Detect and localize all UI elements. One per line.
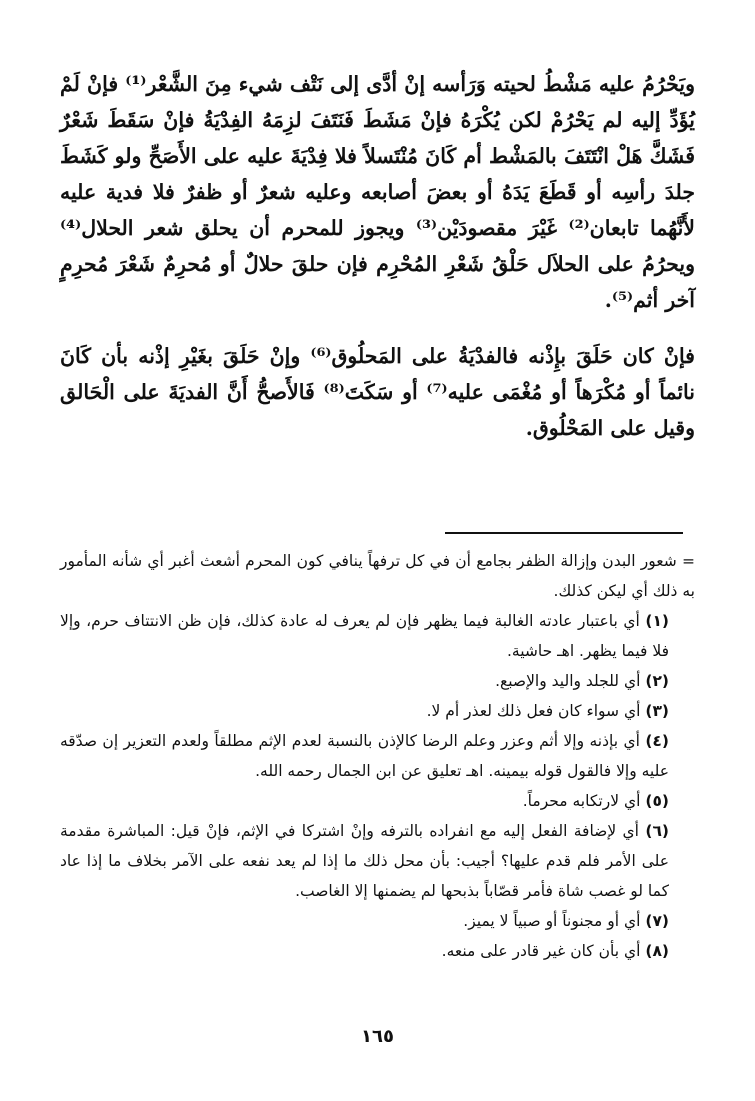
- footnote-number: (٨): [645, 942, 669, 960]
- footnote-4: [60, 726, 695, 786]
- main-paragraph-1: ويَحْرُمُ عليه مَشْطُ لحيته وَرَأسه إنْ أدَّى إلى نَتْف شيء مِنَ الشَّعْر⁽¹⁾ فإنْ لَمْ يُؤَدِّ إليه لم يَحْرُمْ لكن يُكْرَهُ فإنْ مَشَطَ فَنَتَفَ لزِمَهُ الفِدْيَةُ فإنْ سَقَطَ شَعْرٌ فَشَكَّ هَلْ انْتَتَفَ بالمَشْط أم كَانَ مُنْتَسلاً فلا فِدْيَةَ عليه على الأَصَحِّ ولو كَشَطَ جلدَ رأسِه أو قَطَعَ يَدَهُ أو بعضَ أصابعه وعليه شعرٌ أو ظفرٌ فلا فدية عليه لأَنَّهُما تابعان⁽²⁾ غَيْرَ مقصودَيْن⁽³⁾ ويجوز للمحرم أن يحلق شعر الحلال⁽⁴⁾ ويحرُمُ على الحلاَل حَلْقُ شَعْرِ المُحْرِم فإن حلقَ حلالٌ أو مُحرِمٌ شَعْرَ مُحرِمٍ آخر أثم⁽⁵⁾.: [60, 72, 696, 312]
- main-paragraph-2: فإنْ كان حَلَقَ بإِذْنه فالفدْيَةُ على المَحلُوق⁽⁶⁾ وإنْ حَلَقَ بغَيْرِ إذْنه بأن كَانَ نائماً أو مُكْرَهاً أو مُغْمَى عليه⁽⁷⁾ أو سَكَتَ⁽⁸⁾ فَالأَصحُّ أَنَّ الفديَةَ على الْحَالق وقيل على المَحْلُوق.: [60, 344, 695, 440]
- footnote-number: (٢): [645, 672, 669, 690]
- footnote-continuation: = شعور البدن وإزالة الظفر بجامع أن في كل ترفهاً ينافي كون المحرم أشعث أغبر أي شأنه المأمور به ذلك أي ليكن كذلك.: [60, 552, 695, 600]
- footnote-number: (٣): [645, 702, 669, 720]
- footnote-text: أي بأن كان غير قادر على منعه.: [441, 942, 641, 960]
- footnote-8: [60, 936, 695, 966]
- footnote-text: أي سواء كان فعل ذلك لعذر أم لا.: [426, 702, 641, 720]
- footnote-7: [60, 906, 695, 936]
- footnote-number: (٦): [645, 822, 669, 840]
- footnote-text: أي بإذنه وإلا أثم وعزر وعلم الرضا كالإذن بالنسبة لعدم الإثم مطلقاً ولعدم التعزير إن صدّقه عليه وإلا فالقول قوله بيمينه. اهـ تعليق عن ابن الجمال رحمه الله.: [60, 732, 669, 780]
- footnote-text: أي لارتكابه محرماً.: [522, 792, 641, 810]
- page-number: ١٦٥: [361, 1026, 394, 1047]
- footnote-2: [60, 666, 695, 696]
- footnote-number: (١): [645, 612, 669, 630]
- footnote-number: (٥): [645, 792, 669, 810]
- footnote-3: [60, 696, 695, 726]
- footnote-5: [60, 786, 695, 816]
- footnote-text: أي أو مجنوناً أو صبياً لا يميز.: [463, 912, 641, 930]
- footnote-text: أي للجلد واليد والإصبع.: [495, 672, 641, 690]
- footnote-number: (٤): [645, 732, 669, 750]
- main-text: [60, 66, 695, 446]
- footnotes: [60, 546, 695, 966]
- footnote-1: [60, 606, 695, 666]
- footnote-divider: [445, 532, 683, 534]
- footnote-number: (٧): [645, 912, 669, 930]
- footnote-text: أي لإضافة الفعل إليه مع انفراده بالترفه وإنْ اشتركا في الإثم، فإنْ قيل: المباشرة مقدمة على الأمر فلم قدم عليها؟ أجيب: بأن محل ذلك ما إذا لم يعد نفعه على الآمر بخلاف ما إذا عاد كما لو غصب شاة فأمر قصّاباً بذبحها لم يضمنها إلا الغاصب.: [60, 822, 669, 900]
- footnote-6: [60, 816, 695, 906]
- footnote-text: أي باعتبار عادته الغالبة فيما يظهر فإن لم يعرف له عادة كذلك، فإن ظن الانتتاف حرم، وإلا فلا فيما يظهر. اهـ حاشية.: [60, 612, 669, 660]
